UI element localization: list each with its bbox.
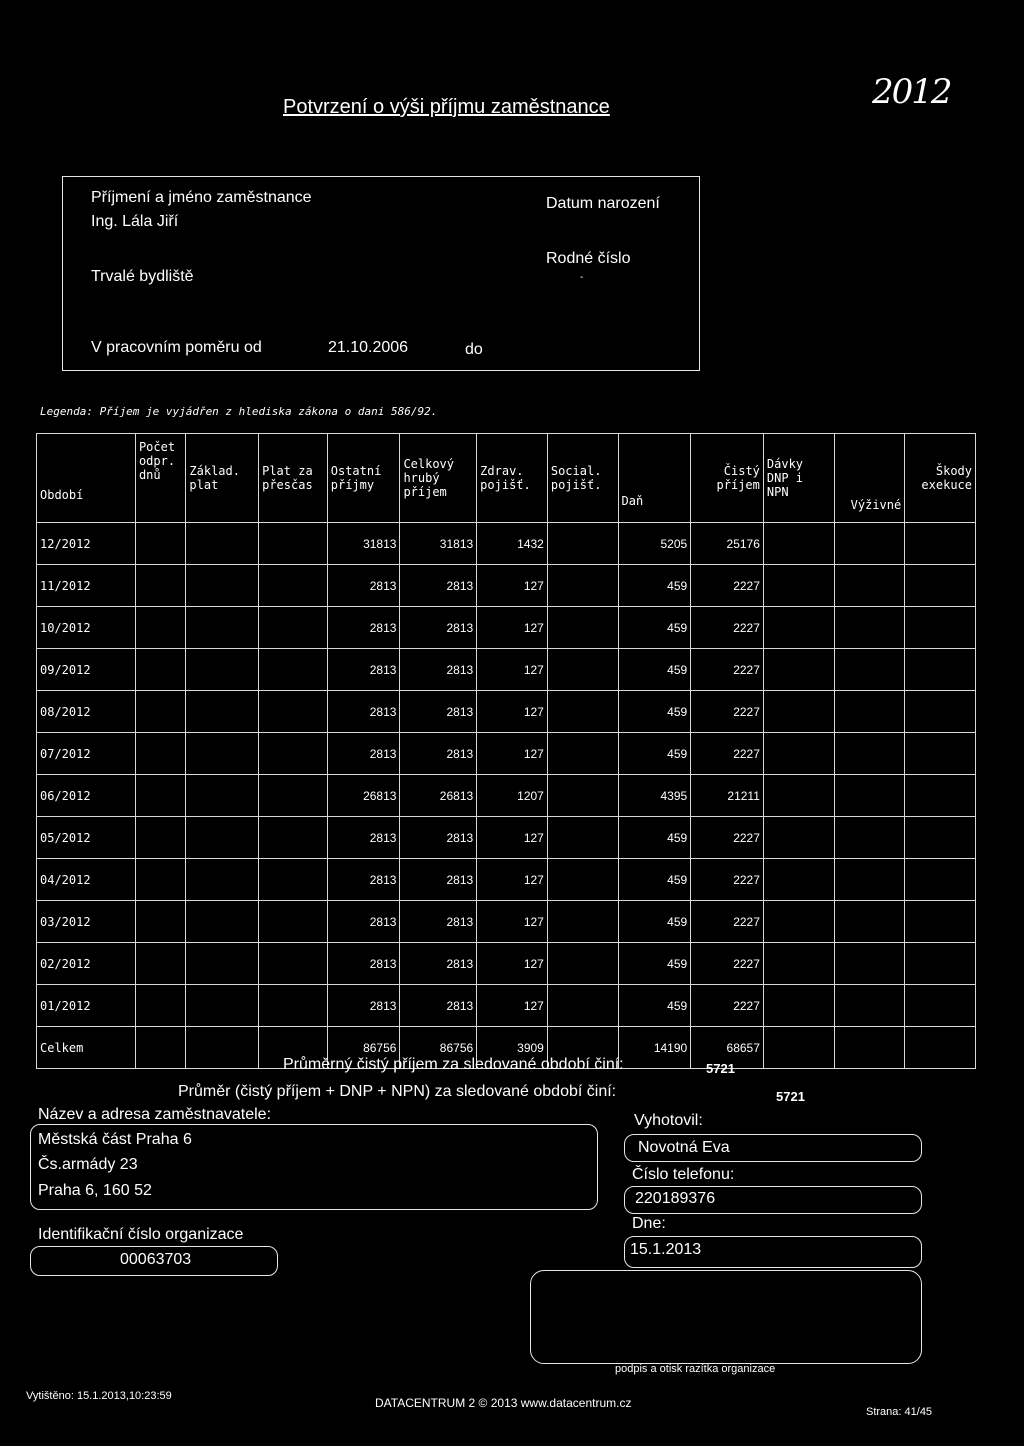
table-header-row <box>37 434 976 523</box>
cell-sick <box>763 733 834 775</box>
cell-net: 2227 <box>691 985 764 1027</box>
id-value: - <box>580 272 584 283</box>
cell-tax: 459 <box>618 607 691 649</box>
cell-damages <box>905 607 976 649</box>
cell-gross: 2813 <box>400 691 477 733</box>
cell-health: 127 <box>477 943 548 985</box>
col-days: Počet odpr. dnů <box>135 434 185 523</box>
cell-overtime <box>259 607 328 649</box>
cell-net: 21211 <box>691 775 764 817</box>
cell-other: 2813 <box>327 985 400 1027</box>
employment-from: 21.10.2006 <box>328 339 409 356</box>
cell-tax: 459 <box>618 817 691 859</box>
cell-tax: 459 <box>618 901 691 943</box>
residence-label: Trvalé bydliště <box>91 268 194 285</box>
cell-days <box>135 943 185 985</box>
cell-gross: 2813 <box>400 733 477 775</box>
cell-overtime <box>259 691 328 733</box>
cell-tax: 459 <box>618 691 691 733</box>
cell-damages <box>905 943 976 985</box>
cell-gross: 2813 <box>400 817 477 859</box>
cell-alimony <box>834 691 905 733</box>
stamp-caption: podpis a otisk razítka organizace <box>615 1363 776 1375</box>
employment-to-label: do <box>465 341 483 358</box>
cell-period: 03/2012 <box>37 901 136 943</box>
cell-net: 2227 <box>691 649 764 691</box>
date-label: Dne: <box>632 1215 666 1232</box>
cell-overtime <box>259 775 328 817</box>
employer-line2: Čs.armády 23 <box>38 1156 138 1173</box>
cell-overtime <box>259 985 328 1027</box>
col-other-income: Ostatní příjmy <box>327 434 400 523</box>
table-row <box>37 607 976 649</box>
cell-health: 127 <box>477 607 548 649</box>
cell-other: 2813 <box>327 733 400 775</box>
legend: Legenda: Příjem je vyjádřen z hlediska zákona o dani 586/92. <box>40 405 438 418</box>
table-row <box>37 691 976 733</box>
cell-base <box>186 565 259 607</box>
cell-gross: 26813 <box>400 775 477 817</box>
cell-overtime <box>259 901 328 943</box>
cell-net: 25176 <box>691 523 764 565</box>
cell-overtime <box>259 523 328 565</box>
cell-alimony <box>834 817 905 859</box>
cell-base <box>186 523 259 565</box>
cell-tax: 459 <box>618 859 691 901</box>
employment-label: V pracovním poměru od <box>91 339 262 356</box>
table-row <box>37 523 976 565</box>
cell-period: 07/2012 <box>37 733 136 775</box>
stamp-box <box>530 1270 922 1364</box>
cell-days <box>135 523 185 565</box>
cell-period: 09/2012 <box>37 649 136 691</box>
table-row <box>37 649 976 691</box>
cell-net: 68657 <box>691 1027 764 1069</box>
avg-net-label: Průměrný čistý příjem za sledované období činí: <box>283 1056 624 1073</box>
cell-base <box>186 607 259 649</box>
cell-other: 31813 <box>327 523 400 565</box>
cell-health: 127 <box>477 733 548 775</box>
cell-overtime <box>259 943 328 985</box>
cell-damages <box>905 691 976 733</box>
cell-damages <box>905 565 976 607</box>
cell-other: 26813 <box>327 775 400 817</box>
cell-other: 2813 <box>327 859 400 901</box>
cell-gross: 2813 <box>400 607 477 649</box>
col-gross: Celkový hrubý příjem <box>400 434 477 523</box>
cell-period: 02/2012 <box>37 943 136 985</box>
cell-damages <box>905 775 976 817</box>
cell-damages <box>905 985 976 1027</box>
avg-net-value: 5721 <box>706 1061 735 1076</box>
cell-overtime <box>259 649 328 691</box>
document-title: Potvrzení o výši příjmu zaměstnance <box>283 96 610 118</box>
cell-period: 06/2012 <box>37 775 136 817</box>
cell-alimony <box>834 565 905 607</box>
cell-days <box>135 901 185 943</box>
cell-days <box>135 649 185 691</box>
cell-alimony <box>834 901 905 943</box>
cell-other: 2813 <box>327 607 400 649</box>
cell-sick <box>763 523 834 565</box>
cell-sick <box>763 943 834 985</box>
cell-sick <box>763 607 834 649</box>
cell-health: 127 <box>477 691 548 733</box>
cell-days <box>135 733 185 775</box>
cell-other: 2813 <box>327 565 400 607</box>
cell-net: 2227 <box>691 817 764 859</box>
ico-value: 00063703 <box>120 1251 192 1268</box>
employer-line3: Praha 6, 160 52 <box>38 1182 152 1199</box>
cell-net: 2227 <box>691 565 764 607</box>
cell-alimony <box>834 775 905 817</box>
cell-days <box>135 859 185 901</box>
cell-gross: 2813 <box>400 649 477 691</box>
cell-net: 2227 <box>691 733 764 775</box>
cell-other: 86756 <box>327 1027 400 1069</box>
cell-damages <box>905 733 976 775</box>
cell-damages <box>905 649 976 691</box>
date-value: 15.1.2013 <box>630 1241 702 1258</box>
cell-health: 1207 <box>477 775 548 817</box>
cell-social <box>547 565 618 607</box>
cell-health: 3909 <box>477 1027 548 1069</box>
cell-overtime <box>259 859 328 901</box>
handwritten-mark: 2012 <box>872 72 951 112</box>
cell-damages <box>905 523 976 565</box>
table-row <box>37 733 976 775</box>
cell-alimony <box>834 607 905 649</box>
phone-label: Číslo telefonu: <box>632 1166 735 1183</box>
income-table <box>36 433 976 1069</box>
cell-social <box>547 607 618 649</box>
id-label: Rodné číslo <box>546 250 631 267</box>
cell-base <box>186 733 259 775</box>
name-label: Příjmení a jméno zaměstnance <box>91 189 312 206</box>
cell-period: 01/2012 <box>37 985 136 1027</box>
cell-other: 2813 <box>327 901 400 943</box>
cell-net: 2227 <box>691 943 764 985</box>
cell-damages <box>905 817 976 859</box>
table-row <box>37 859 976 901</box>
avg-full-label: Průměr (čistý příjem + DNP + NPN) za sledované období činí: <box>178 1083 617 1100</box>
table-row <box>37 817 976 859</box>
page-number: Strana: 41/45 <box>866 1406 933 1418</box>
col-sickness: Dávky DNP i NPN <box>763 434 834 523</box>
cell-period: Celkem <box>37 1027 136 1069</box>
cell-damages <box>905 859 976 901</box>
employer-label: Název a adresa zaměstnavatele: <box>38 1106 272 1123</box>
prepared-by-value: Novotná Eva <box>638 1139 730 1156</box>
cell-alimony <box>834 1027 905 1069</box>
cell-social <box>547 775 618 817</box>
cell-alimony <box>834 859 905 901</box>
cell-alimony <box>834 523 905 565</box>
col-net: Čistý příjem <box>691 434 764 523</box>
cell-tax: 459 <box>618 649 691 691</box>
prepared-by-label: Vyhotovil: <box>634 1112 703 1129</box>
cell-sick <box>763 1027 834 1069</box>
cell-social <box>547 859 618 901</box>
cell-alimony <box>834 649 905 691</box>
cell-health: 127 <box>477 985 548 1027</box>
cell-net: 2227 <box>691 607 764 649</box>
cell-other: 2813 <box>327 691 400 733</box>
product-footer: DATACENTRUM 2 © 2013 www.datacentrum.cz <box>375 1396 632 1410</box>
table-row <box>37 943 976 985</box>
cell-period: 12/2012 <box>37 523 136 565</box>
cell-sick <box>763 859 834 901</box>
cell-social <box>547 649 618 691</box>
cell-base <box>186 859 259 901</box>
cell-tax: 459 <box>618 943 691 985</box>
cell-sick <box>763 565 834 607</box>
cell-other: 2813 <box>327 649 400 691</box>
col-base-pay: Základ. plat <box>186 434 259 523</box>
col-alimony: Výživné <box>834 434 905 523</box>
cell-other: 2813 <box>327 943 400 985</box>
cell-sick <box>763 901 834 943</box>
printed-timestamp: Vytištěno: 15.1.2013,10:23:59 <box>26 1390 172 1402</box>
cell-base <box>186 691 259 733</box>
cell-alimony <box>834 943 905 985</box>
name-value: Ing. Lála Jiří <box>91 213 179 230</box>
cell-period: 04/2012 <box>37 859 136 901</box>
cell-gross: 2813 <box>400 943 477 985</box>
cell-gross: 2813 <box>400 859 477 901</box>
cell-overtime <box>259 817 328 859</box>
cell-base <box>186 985 259 1027</box>
cell-other: 2813 <box>327 817 400 859</box>
cell-tax: 459 <box>618 565 691 607</box>
cell-days <box>135 565 185 607</box>
cell-social <box>547 817 618 859</box>
birth-label: Datum narození <box>546 195 660 212</box>
cell-sick <box>763 649 834 691</box>
cell-social <box>547 523 618 565</box>
cell-health: 127 <box>477 817 548 859</box>
cell-overtime <box>259 565 328 607</box>
ico-label: Identifikační číslo organizace <box>38 1226 244 1243</box>
cell-base <box>186 775 259 817</box>
cell-social <box>547 733 618 775</box>
cell-base <box>186 901 259 943</box>
cell-net: 2227 <box>691 901 764 943</box>
cell-tax: 14190 <box>618 1027 691 1069</box>
cell-health: 127 <box>477 649 548 691</box>
cell-days <box>135 775 185 817</box>
cell-damages <box>905 1027 976 1069</box>
cell-period: 11/2012 <box>37 565 136 607</box>
cell-sick <box>763 817 834 859</box>
col-overtime: Plat za přesčas <box>259 434 328 523</box>
cell-gross: 2813 <box>400 901 477 943</box>
cell-social <box>547 943 618 985</box>
cell-tax: 5205 <box>618 523 691 565</box>
cell-sick <box>763 985 834 1027</box>
col-health-ins: Zdrav. pojišť. <box>477 434 548 523</box>
cell-social <box>547 901 618 943</box>
col-tax: Daň <box>618 434 691 523</box>
cell-days <box>135 1027 185 1069</box>
cell-overtime <box>259 733 328 775</box>
cell-gross: 31813 <box>400 523 477 565</box>
table-row <box>37 985 976 1027</box>
cell-days <box>135 817 185 859</box>
cell-base <box>186 817 259 859</box>
cell-gross: 2813 <box>400 565 477 607</box>
cell-health: 127 <box>477 565 548 607</box>
cell-tax: 4395 <box>618 775 691 817</box>
cell-gross: 86756 <box>400 1027 477 1069</box>
cell-net: 2227 <box>691 691 764 733</box>
cell-base <box>186 1027 259 1069</box>
cell-gross: 2813 <box>400 985 477 1027</box>
cell-period: 08/2012 <box>37 691 136 733</box>
cell-health: 127 <box>477 859 548 901</box>
cell-sick <box>763 775 834 817</box>
cell-net: 2227 <box>691 859 764 901</box>
cell-alimony <box>834 985 905 1027</box>
col-social-ins: Social. pojišť. <box>547 434 618 523</box>
table-row <box>37 565 976 607</box>
phone-value: 220189376 <box>635 1190 716 1207</box>
table-row <box>37 901 976 943</box>
cell-damages <box>905 901 976 943</box>
cell-days <box>135 607 185 649</box>
col-period: Období <box>37 434 136 523</box>
cell-social <box>547 985 618 1027</box>
col-damages: Škody exekuce <box>905 434 976 523</box>
cell-days <box>135 985 185 1027</box>
employer-line1: Městská část Praha 6 <box>38 1131 192 1148</box>
avg-full-value: 5721 <box>776 1089 805 1104</box>
cell-tax: 459 <box>618 733 691 775</box>
cell-days <box>135 691 185 733</box>
table-row <box>37 775 976 817</box>
cell-period: 05/2012 <box>37 817 136 859</box>
cell-base <box>186 943 259 985</box>
cell-sick <box>763 691 834 733</box>
cell-health: 1432 <box>477 523 548 565</box>
cell-tax: 459 <box>618 985 691 1027</box>
cell-social <box>547 691 618 733</box>
cell-base <box>186 649 259 691</box>
cell-health: 127 <box>477 901 548 943</box>
cell-alimony <box>834 733 905 775</box>
cell-period: 10/2012 <box>37 607 136 649</box>
